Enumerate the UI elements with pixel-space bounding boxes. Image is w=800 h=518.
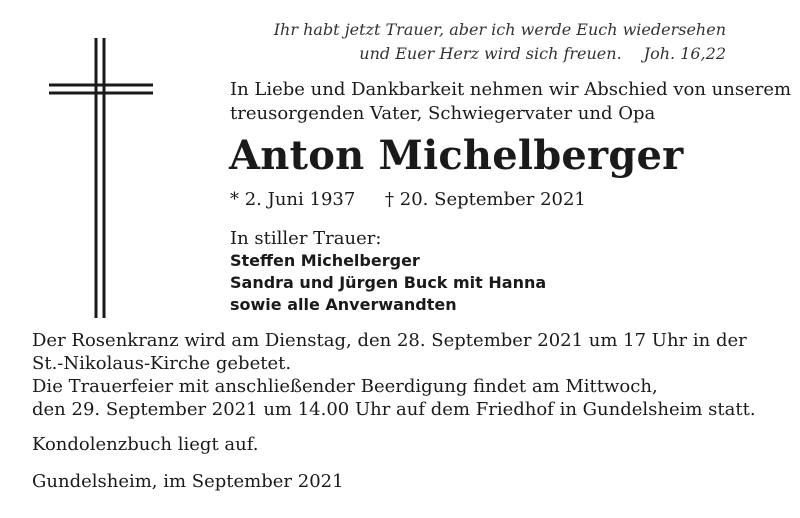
cross-icon xyxy=(49,38,153,318)
death-date: † 20. September 2021 xyxy=(385,189,586,210)
announcement-line: Die Trauerfeier mit anschließender Beerdigung findet am Mittwoch, xyxy=(32,376,658,397)
intro-line-2: treusorgenden Vater, Schwiegervater und Opa xyxy=(230,103,656,124)
announcement-line: St.-Nikolaus-Kirche gebetet. xyxy=(32,353,292,374)
deceased-name: Anton Michelberger xyxy=(229,132,684,179)
mourner-name: Sandra und Jürgen Buck mit Hanna xyxy=(230,273,547,292)
mourning-label: In stiller Trauer: xyxy=(230,228,382,249)
life-dates xyxy=(230,188,586,212)
place-and-date: Gundelsheim, im September 2021 xyxy=(32,471,344,492)
bible-quote xyxy=(274,18,726,66)
mourner-name: Steffen Michelberger xyxy=(230,251,420,270)
quote-line-1: Ihr habt jetzt Trauer, aber ich werde Euch wiedersehen xyxy=(273,20,726,39)
quote-line-2-text: und Euer Herz wird sich freuen. xyxy=(359,44,622,63)
condolence-book-note: Kondolenzbuch liegt auf. xyxy=(32,434,259,455)
mourners-list xyxy=(230,250,546,316)
quote-reference: Joh. 16,22 xyxy=(643,44,726,63)
funeral-announcements xyxy=(32,329,756,421)
announcement-line: Der Rosenkranz wird am Dienstag, den 28. September 2021 um 17 Uhr in der xyxy=(32,330,747,351)
quote-line-2 xyxy=(274,42,726,66)
farewell-intro xyxy=(230,78,791,126)
mourner-name: sowie alle Anverwandten xyxy=(230,295,457,314)
announcement-line: den 29. September 2021 um 14.00 Uhr auf dem Friedhof in Gundelsheim statt. xyxy=(32,399,756,420)
intro-line-1: In Liebe und Dankbarkeit nehmen wir Abschied von unserem xyxy=(230,79,792,100)
birth-date: * 2. Juni 1937 xyxy=(230,189,356,210)
